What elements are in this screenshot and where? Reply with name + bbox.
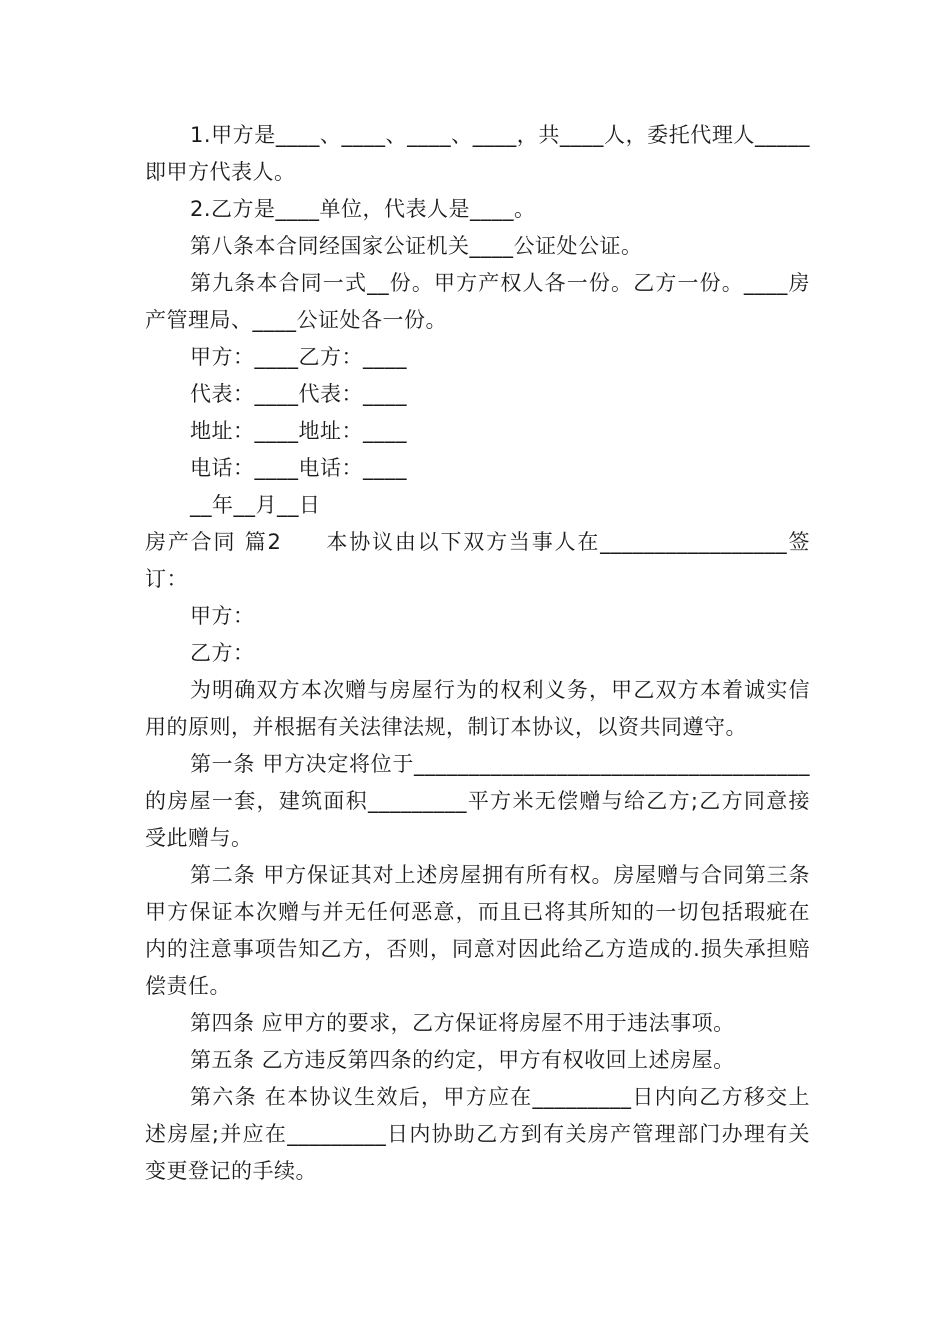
paragraph-article-1: 第一条 甲方决定将位于____________________________________的房屋一套，建筑面积_________平方米无偿赠与给乙方;乙方同意接受此赠与。 (145, 752, 810, 850)
paragraph-article-2-3: 第二条 甲方保证其对上述房屋拥有所有权。房屋赠与合同第三条 甲方保证本次赠与并无任何恶意，而且已将其所知的一切包括瑕疵在内的注意事项告知乙方，否则，同意对因此给乙方造成的.损失承担赔偿责任。 (145, 863, 818, 998)
paragraph-article-9: 第九条本合同一式__份。甲方产权人各一份。乙方一份。____房产管理局、____公证处各一份。 (145, 271, 810, 332)
paragraph-party-b: 2.乙方是____单位，代表人是____。 (190, 197, 536, 221)
paragraph-party-a: 1.甲方是____、____、____、____，共____人，委托代理人_____即甲方代表人。 (145, 123, 810, 184)
paragraph-purpose: 为明确双方本次赠与房屋行为的权利义务，甲乙双方本着诚实信用的原则，并根据有关法律法规，制订本协议，以资共同遵守。 (145, 678, 810, 739)
paragraph-article-4: 第四条 应甲方的要求，乙方保证将房屋不用于违法事项。 (190, 1011, 735, 1035)
paragraph-article-8: 第八条本合同经国家公证机关____公证处公证。 (190, 234, 643, 258)
paragraph-article-6: 第六条 在本协议生效后，甲方应在_________日内向乙方移交上述房屋;并应在_________日内协助乙方到有关房产管理部门办理有关变更登记的手续。 (145, 1085, 810, 1183)
paragraph-article-5: 第五条 乙方违反第四条的约定，甲方有权收回上述房屋。 (190, 1048, 735, 1072)
signature-date-line: __年__月__日 (190, 493, 321, 517)
section-heading-contract-2: 房产合同 篇2 本协议由以下双方当事人在_________________签订： (145, 530, 810, 591)
signature-phone-line: 电话：____电话：____ (190, 456, 407, 480)
document-body (145, 117, 818, 1190)
signature-address-line: 地址：____地址：____ (190, 419, 407, 443)
paragraph-party-b-label: 乙方： (190, 641, 255, 665)
signature-party-line: 甲方：____乙方：____ (190, 345, 407, 369)
paragraph-party-a-label: 甲方： (190, 604, 255, 628)
signature-representative-line: 代表：____代表：____ (190, 382, 407, 406)
